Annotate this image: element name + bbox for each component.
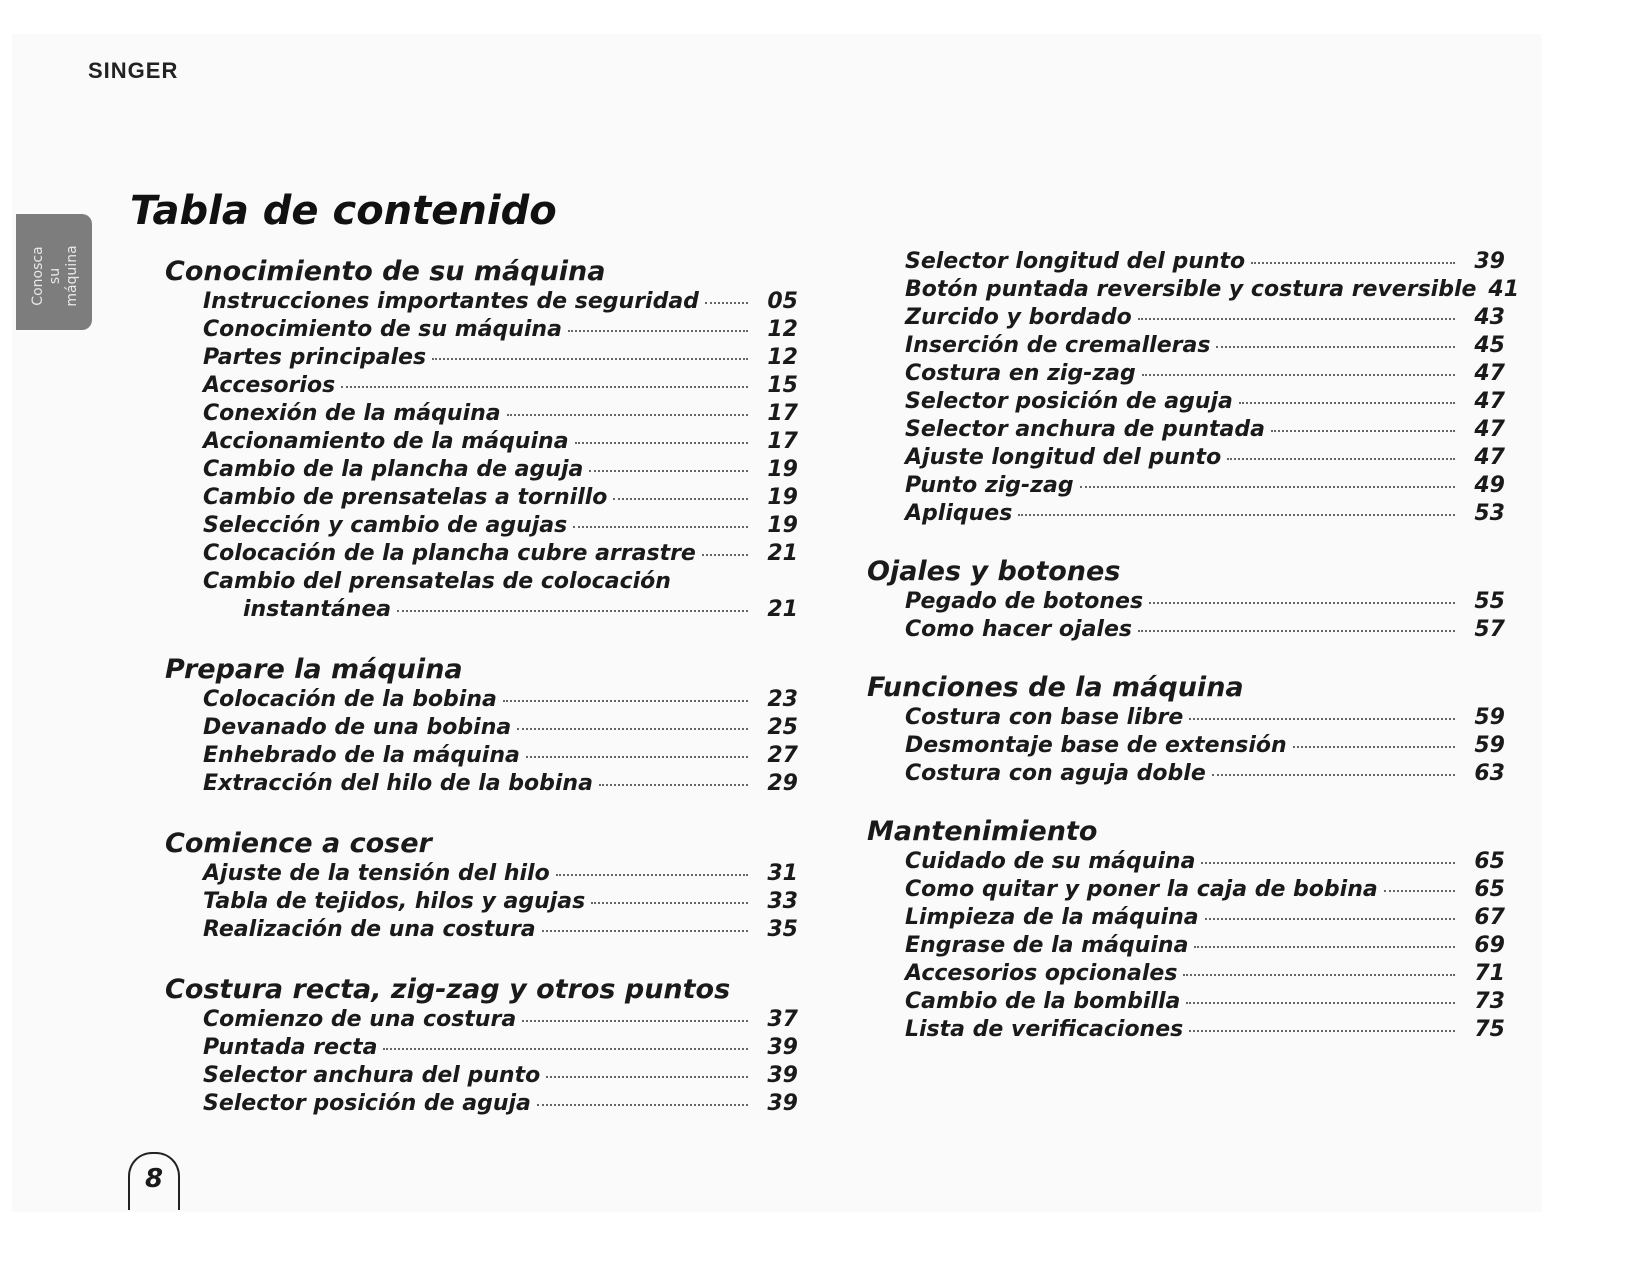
toc-entry[interactable] [203,372,798,400]
toc-entry[interactable] [905,472,1505,500]
toc-entry-label: Costura con base libre [905,705,1184,730]
toc-entry-label: Comienzo de una costura [203,1007,517,1032]
dot-leader [542,930,748,932]
dot-leader [589,470,748,472]
toc-entry-label: Como hacer ojales [905,617,1132,642]
toc-entry[interactable] [203,888,798,916]
toc-entry-label: Ajuste longitud del punto [905,445,1222,470]
toc-entry-label: Selector anchura del punto [203,1063,541,1088]
dot-leader [1293,746,1455,748]
toc-section-heading: Ojales y botones [867,556,1121,587]
page-number: 8 [128,1152,180,1210]
toc-entry-page: 47 [1474,445,1505,470]
toc-entry[interactable] [203,484,798,512]
dot-leader [1183,974,1455,976]
toc-section-heading: Costura recta, zig-zag y otros puntos [165,974,731,1005]
toc-entry-label: Costura en zig-zag [905,361,1136,386]
toc-entry[interactable] [905,932,1505,960]
toc-entry-label-continued: instantánea [243,597,392,622]
dot-leader [507,414,748,416]
toc-entry-page: 67 [1474,905,1505,930]
toc-entry-label: Enhebrado de la máquina [203,743,520,768]
toc-entry-page: 35 [767,917,798,942]
toc-entry-label: Cambio de la bombilla [905,989,1181,1014]
toc-entry[interactable] [203,344,798,372]
toc-entry[interactable] [905,248,1505,276]
toc-entry-page: 41 [1488,277,1520,302]
toc-entry-page: 69 [1474,933,1505,958]
toc-entry-page: 39 [767,1035,798,1060]
toc-entry[interactable] [203,916,798,944]
toc-section-heading: Mantenimiento [867,816,1098,847]
toc-entry-label: Conexión de la máquina [203,401,501,426]
toc-entry[interactable] [203,400,798,428]
toc-entry-page: 39 [767,1091,798,1116]
dot-leader [383,1048,748,1050]
toc-entry[interactable] [905,276,1520,304]
toc-entry-label: Costura con aguja doble [905,761,1206,786]
dot-leader [1189,718,1455,720]
toc-entry-page: 47 [1474,361,1505,386]
toc-section [867,556,1525,644]
toc-entry-page: 29 [767,771,798,796]
toc-entry-page: 47 [1474,417,1505,442]
toc-entry[interactable] [203,686,798,714]
toc-entry[interactable] [905,704,1505,732]
toc-entry[interactable] [905,988,1505,1016]
toc-entry[interactable] [905,332,1505,360]
toc-entry-label: Limpieza de la máquina [905,905,1199,930]
toc-entry[interactable] [905,732,1505,760]
toc-entry-label: Extracción del hilo de la bobina [203,771,593,796]
dot-leader [1216,346,1455,348]
toc-entry-page: 19 [767,513,798,538]
toc-entry-label: Conocimiento de su máquina [203,317,562,342]
dot-leader [568,330,748,332]
toc-entry[interactable] [905,848,1505,876]
toc-entry-page: 59 [1474,705,1505,730]
dot-leader [702,554,748,556]
dot-leader [1384,890,1455,892]
brand-logo: SINGER [88,58,179,83]
toc-entry[interactable] [905,960,1505,988]
toc-entry-label: Cuidado de su máquina [905,849,1196,874]
toc-entry-label: Selector longitud del punto [905,249,1246,274]
toc-entry-page: 59 [1474,733,1505,758]
dot-leader [1142,374,1455,376]
toc-entry[interactable] [203,540,798,568]
page-title: Tabla de contenido [130,188,557,234]
toc-entry[interactable] [203,742,798,770]
toc-entry-page: 39 [767,1063,798,1088]
toc-section-heading: Conocimiento de su máquina [165,256,606,287]
toc-section-heading: Prepare la máquina [165,654,463,685]
toc-entry-label: Tabla de tejidos, hilos y agujas [203,889,586,914]
toc-entry-label: Instrucciones importantes de seguridad [203,289,699,314]
toc-section-heading: Funciones de la máquina [867,672,1244,703]
dot-leader [1189,1030,1455,1032]
toc-section [165,256,798,624]
toc-entry[interactable] [203,714,798,742]
toc-entry-label: Selector posición de aguja [905,389,1233,414]
toc-entry-page: 53 [1474,501,1505,526]
dot-leader [1205,918,1455,920]
toc-right-column [867,248,1525,1072]
toc-entry-page: 43 [1474,305,1505,330]
dot-leader [1138,318,1455,320]
toc-entry-label: Devanado de una bobina [203,715,512,740]
dot-leader [573,526,748,528]
toc-entry[interactable] [905,904,1505,932]
dot-leader [575,442,748,444]
toc-section [905,248,1525,528]
toc-entry-page: 19 [767,485,798,510]
toc-entry-page: 65 [1474,849,1505,874]
toc-entry[interactable] [905,500,1505,528]
toc-entry[interactable] [905,876,1505,904]
dot-leader [1201,862,1455,864]
toc-section [867,672,1525,788]
dot-leader [1080,486,1455,488]
toc-entry-label: Colocación de la bobina [203,687,497,712]
dot-leader [432,358,748,360]
toc-entry-label: Pegado de botones [905,589,1144,614]
side-tab-line: su [47,267,63,285]
toc-entry-label: Lista de verificaciones [905,1017,1184,1042]
toc-entry-page: 75 [1474,1017,1505,1042]
toc-entry-page: 63 [1474,761,1505,786]
dot-leader [517,728,748,730]
toc-entry-label: Ajuste de la tensión del hilo [203,861,550,886]
toc-entry-label: Realización de una costura [203,917,536,942]
toc-section-heading: Comience a coser [165,828,432,859]
toc-entry-page: 17 [767,401,798,426]
toc-left-column [165,256,798,1148]
toc-entry-label: Selector anchura de puntada [905,417,1265,442]
dot-leader [341,386,748,388]
side-tab-label [30,226,81,326]
toc-entry-page: 37 [767,1007,798,1032]
toc-entry-page: 73 [1474,989,1505,1014]
toc-entry-page: 21 [767,597,798,622]
toc-entry-page: 17 [767,429,798,454]
toc-entry[interactable] [203,288,798,316]
toc-entry[interactable] [203,1006,798,1034]
toc-entry-page: 12 [767,345,798,370]
toc-entry[interactable] [905,1016,1505,1044]
toc-entry-label: Selector posición de aguja [203,1091,531,1116]
toc-section [867,816,1525,1044]
toc-entry-page: 05 [767,289,798,314]
toc-entry-page: 71 [1474,961,1505,986]
dot-leader [1018,514,1455,516]
toc-entry-label: Zurcido y bordado [905,305,1132,330]
toc-entry[interactable] [203,1034,798,1062]
dot-leader [537,1104,748,1106]
section-side-tab [16,214,92,330]
toc-entry[interactable] [905,588,1505,616]
toc-entry[interactable] [203,568,798,624]
toc-entry-label: Puntada recta [203,1035,378,1060]
toc-entry-page: 23 [767,687,798,712]
dot-leader [1251,262,1455,264]
toc-entry-label: Partes principales [203,345,427,370]
toc-entry-page: 49 [1474,473,1505,498]
toc-entry[interactable] [905,444,1505,472]
toc-entry-page: 27 [767,743,798,768]
dot-leader [1212,774,1455,776]
toc-entry-label: Colocación de la plancha cubre arrastre [203,541,696,566]
toc-entry-page: 33 [767,889,798,914]
dot-leader [526,756,748,758]
toc-entry[interactable] [905,760,1505,788]
dot-leader [397,610,748,612]
toc-entry-label: Apliques [905,501,1013,526]
toc-entry-label: Cambio de la plancha de aguja [203,457,584,482]
toc-entry[interactable] [905,388,1505,416]
toc-entry-page: 21 [767,541,798,566]
toc-entry-label: Punto zig-zag [905,473,1074,498]
toc-entry[interactable] [203,770,798,798]
toc-entry[interactable] [905,416,1505,444]
dot-leader [591,902,748,904]
toc-entry[interactable] [905,304,1505,332]
dot-leader [546,1076,748,1078]
toc-entry-label: Botón puntada reversible y costura reversible [905,277,1477,302]
dot-leader [1227,458,1455,460]
toc-entry-page: 19 [767,457,798,482]
toc-entry[interactable] [203,512,798,540]
dot-leader [1194,946,1455,948]
toc-entry-page: 31 [767,861,798,886]
dot-leader [1186,1002,1455,1004]
dot-leader [1271,430,1455,432]
toc-entry-label: Engrase de la máquina [905,933,1189,958]
dot-leader [705,302,748,304]
dot-leader [503,700,748,702]
toc-entry-label: Accesorios opcionales [905,961,1178,986]
dot-leader [1138,630,1455,632]
dot-leader [556,874,748,876]
toc-entry[interactable] [905,616,1505,644]
dot-leader [613,498,748,500]
toc-entry-label: Como quitar y poner la caja de bobina [905,877,1378,902]
toc-entry-page: 39 [1474,249,1505,274]
toc-entry-page: 15 [767,373,798,398]
toc-entry-label: Desmontaje base de extensión [905,733,1287,758]
toc-entry-page: 12 [767,317,798,342]
dot-leader [599,784,748,786]
dot-leader [1149,602,1455,604]
toc-section [165,654,798,798]
side-tab-line: máquina [64,245,80,307]
toc-entry-page: 57 [1474,617,1505,642]
toc-entry-label: Cambio de prensatelas a tornillo [203,485,608,510]
toc-entry-label: Inserción de cremalleras [905,333,1211,358]
toc-entry-page: 47 [1474,389,1505,414]
toc-section [165,828,798,944]
toc-entry-page: 55 [1474,589,1505,614]
dot-leader [1239,402,1455,404]
toc-entry-label: Selección y cambio de agujas [203,513,568,538]
toc-entry-label: Accionamiento de la máquina [203,429,569,454]
toc-entry-page: 45 [1474,333,1505,358]
toc-entry[interactable] [203,1062,798,1090]
toc-entry-label: Accesorios [203,373,336,398]
toc-entry[interactable] [203,456,798,484]
toc-entry[interactable] [203,428,798,456]
side-tab-line: Conosca [30,246,46,306]
dot-leader [522,1020,748,1022]
toc-section [165,974,798,1118]
toc-entry[interactable] [203,860,798,888]
toc-entry-page: 25 [767,715,798,740]
toc-entry[interactable] [203,316,798,344]
toc-entry[interactable] [905,360,1505,388]
toc-entry-label: Cambio del prensatelas de colocación [203,569,671,594]
toc-entry[interactable] [203,1090,798,1118]
toc-entry-page: 65 [1474,877,1505,902]
